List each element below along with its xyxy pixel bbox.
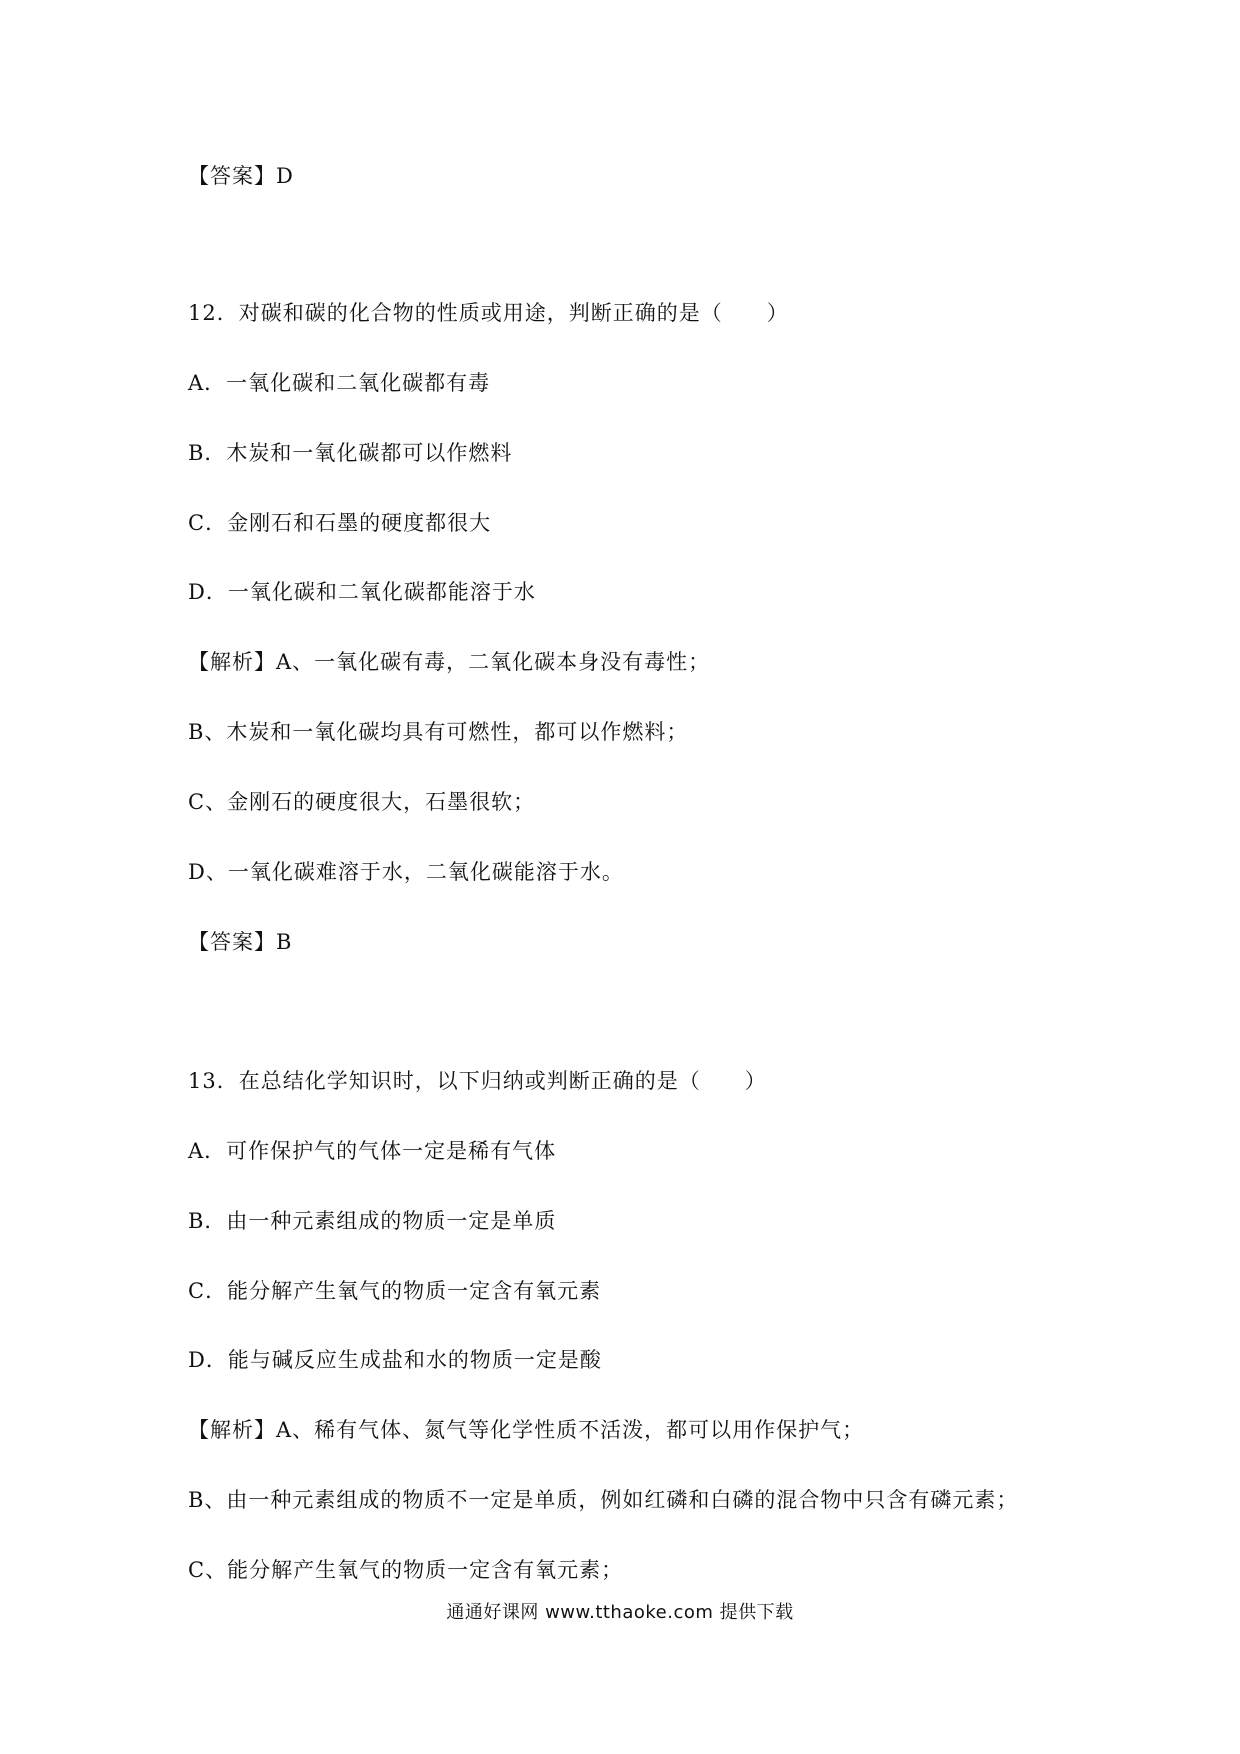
- question-12-analysis-d: D、一氧化碳难溶于水，二氧化碳能溶于水。: [188, 860, 624, 884]
- question-12-option-d: D．一氧化碳和二氧化碳都能溶于水: [188, 580, 536, 604]
- question-13-option-b: B．由一种元素组成的物质一定是单质: [188, 1209, 557, 1233]
- question-12-stem: 12．对碳和碳的化合物的性质或用途，判断正确的是（ ）: [188, 301, 789, 325]
- question-13-stem: 13．在总结化学知识时，以下归纳或判断正确的是（ ）: [188, 1069, 767, 1093]
- question-12-option-c: C．金刚石和石墨的硬度都很大: [188, 511, 492, 535]
- question-12-option-a: A．一氧化碳和二氧化碳都有毒: [188, 371, 491, 395]
- question-12-analysis-b: B、木炭和一氧化碳均具有可燃性，都可以作燃料；: [188, 720, 689, 744]
- answer-12: 【答案】B: [188, 930, 293, 954]
- answer-11: 【答案】D: [188, 164, 294, 188]
- question-13-analysis-a: 【解析】A、稀有气体、氮气等化学性质不活泼，都可以用作保护气；: [188, 1418, 865, 1442]
- page-footer: 通通好课网 www.tthaoke.com 提供下载: [446, 1602, 794, 1623]
- question-12-analysis-c: C、金刚石的硬度很大，石墨很软；: [188, 790, 536, 814]
- question-13-option-c: C．能分解产生氧气的物质一定含有氧元素: [188, 1279, 602, 1303]
- question-12-option-b: B．木炭和一氧化碳都可以作燃料: [188, 441, 513, 465]
- question-13-analysis-c: C、能分解产生氧气的物质一定含有氧元素；: [188, 1558, 624, 1582]
- question-13-option-a: A．可作保护气的气体一定是稀有气体: [188, 1139, 557, 1163]
- question-13-analysis-b: B、由一种元素组成的物质不一定是单质，例如红磷和白磷的混合物中只含有磷元素；: [188, 1488, 1019, 1512]
- question-13-option-d: D．能与碱反应生成盐和水的物质一定是酸: [188, 1348, 602, 1372]
- question-12-analysis-a: 【解析】A、一氧化碳有毒，二氧化碳本身没有毒性；: [188, 650, 711, 674]
